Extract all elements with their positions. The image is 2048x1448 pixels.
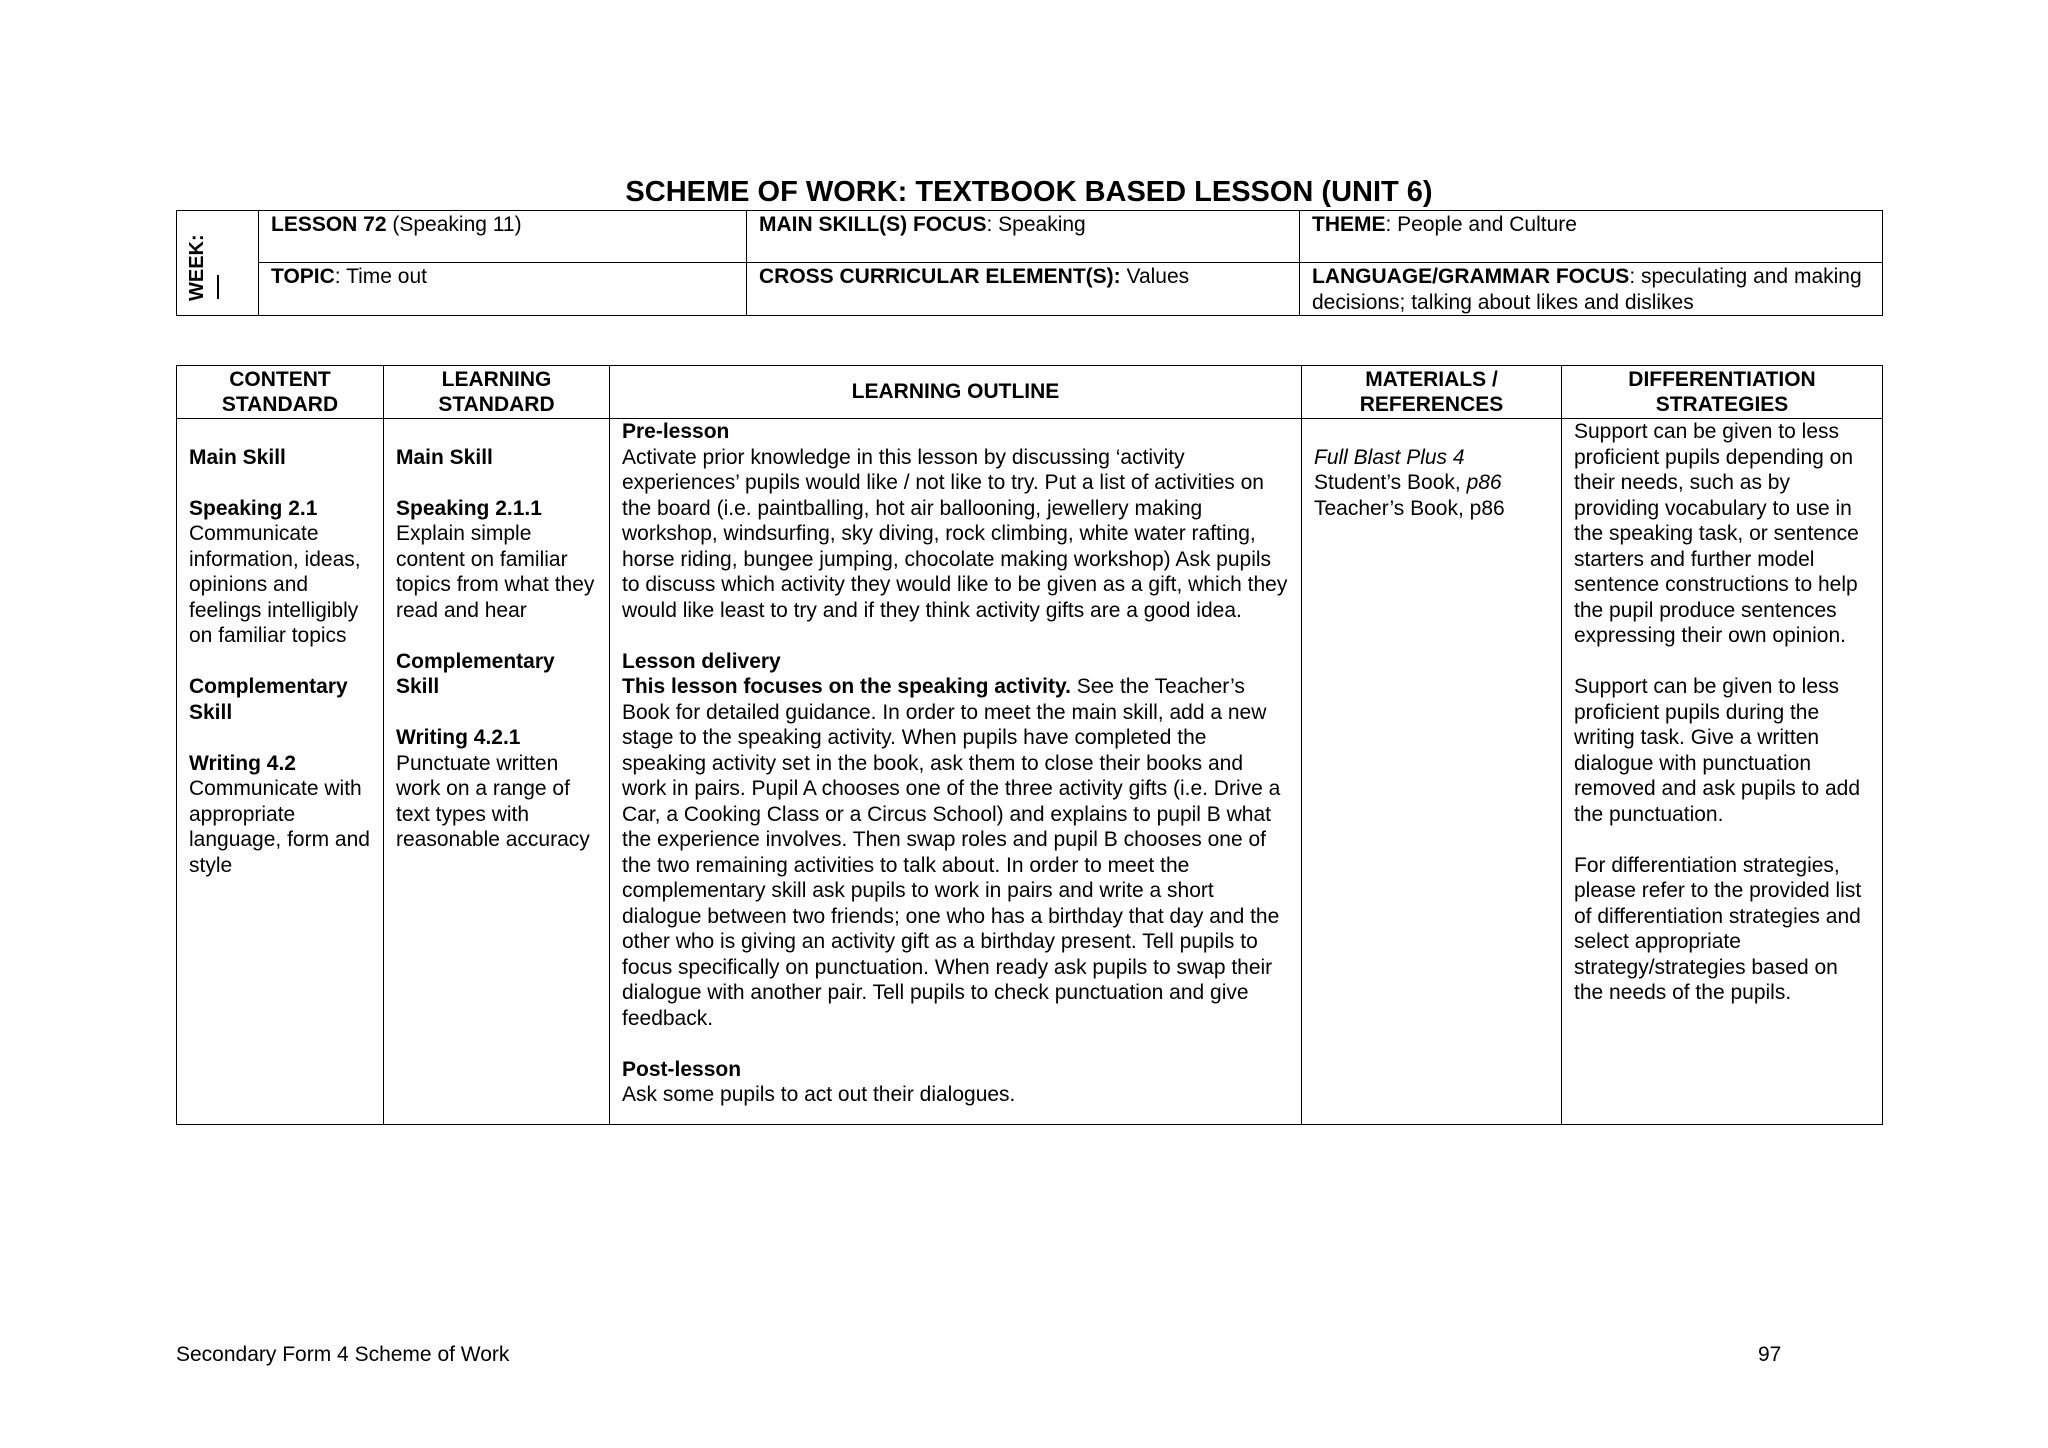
cross-curricular-value: Values (1120, 265, 1190, 288)
lesson-delivery-text: See the Teacher’s Book for detailed guidance. In order to meet the main skill, add a new stage to the speaking activity. When pupils have completed the speaking activity set in the book, ask them to close their books and work in pairs. Pupil A chooses one of the three activity gifts (i.e. Drive a Car, a Cooking Class or a Circus School) and explains to pupil B what the experience involves. Then swap roles and pupil B chooses one of the two remaining activities to talk about. In order to meet the complementary skill ask pupils to work in pairs and write a short dialogue between two friends; one who has a birthday that day and the other who is giving an activity gift as a birthday present. Tell pupils to focus specifically on punctuation. When ready ask pupils to swap their dialogue with another pair. Tell pupils to check punctuation and give feedback. (622, 675, 1281, 1030)
cs-comp-skill-text: Communicate with appropriate language, form and style (189, 777, 370, 877)
cs-main-skill-code: Speaking 2.1 (189, 496, 318, 520)
ls-comp-skill-code: Writing 4.2.1 (396, 726, 521, 749)
topic-label: TOPIC (271, 265, 335, 288)
cs-comp-skill-code: Writing 4.2 (189, 751, 296, 775)
learning-outline-cell (610, 419, 1302, 1125)
main-skill-cell (747, 211, 1300, 263)
students-book-label: Student’s Book, (1314, 471, 1467, 494)
cross-curricular-cell (747, 263, 1300, 316)
differentiation-para-3: For differentiation strategies, please refer to the provided list of differentiation strategies and select appropriate strategy/strategies based on the needs of the pupils. (1574, 853, 1862, 1004)
lesson-delivery-heading: Lesson delivery (622, 649, 781, 673)
theme-label: THEME (1312, 213, 1386, 236)
materials-cell (1302, 419, 1562, 1125)
footer-page-number: 97 (1758, 1343, 1782, 1366)
cs-main-skill-text: Communicate information, ideas, opinions and feelings intelligibly on familiar topics (189, 522, 361, 647)
cross-curricular-label: CROSS CURRICULAR ELEMENT(S): (759, 265, 1121, 288)
topic-cell (259, 263, 747, 316)
col-header-materials: MATERIALS / REFERENCES (1302, 366, 1562, 419)
ls-main-skill-code: Speaking 2.1.1 (396, 496, 542, 520)
main-skill-label: MAIN SKILL(S) FOCUS (759, 213, 987, 236)
ls-comp-skill-heading: Complementary Skill (396, 649, 555, 698)
differentiation-para-1: Support can be given to less proficient pupils depending on their needs, such as by providing vocabulary to use in the speaking task, or sentence starters and further model sentence constructions to help the pupil produce sentences expressing their own opinion. (1574, 420, 1859, 647)
materials-teachers-book: Teacher’s Book, p86 (1314, 496, 1505, 520)
lesson-cell (259, 211, 747, 263)
differentiation-cell (1562, 419, 1883, 1125)
lesson-delivery-bold: This lesson focuses on the speaking activity. (622, 675, 1071, 698)
topic-value: : Time out (334, 265, 427, 288)
materials-students-book (1314, 470, 1549, 496)
lesson-delivery-paragraph (622, 674, 1289, 1031)
language-focus-label: LANGUAGE/GRAMMAR FOCUS (1312, 265, 1630, 288)
col-header-content-standard: CONTENT STANDARD (177, 366, 384, 419)
ls-main-skill-text: Explain simple content on familiar topics from what they read and hear (396, 522, 595, 622)
post-lesson-text: Ask some pupils to act out their dialogues. (622, 1083, 1016, 1106)
materials-book-title: Full Blast Plus 4 (1314, 445, 1465, 469)
lesson-plan-table (176, 365, 1883, 1125)
page-title: SCHEME OF WORK: TEXTBOOK BASED LESSON (UNIT 6) (625, 176, 1433, 208)
main-skill-value: : Speaking (986, 213, 1086, 236)
lesson-value: (Speaking 11) (386, 213, 522, 236)
learning-standard-cell (384, 419, 610, 1125)
ls-comp-skill-text: Punctuate written work on a range of text types with reasonable accuracy (396, 751, 590, 851)
lesson-label: LESSON 72 (271, 213, 387, 236)
post-lesson-heading: Post-lesson (622, 1057, 742, 1081)
lesson-header-table (176, 210, 1883, 316)
week-value-marker (217, 275, 219, 299)
content-standard-cell (177, 419, 384, 1125)
col-header-learning-outline: LEARNING OUTLINE (610, 366, 1302, 419)
week-cell (177, 211, 259, 316)
col-header-differentiation: DIFFERENTIATION STRATEGIES (1562, 366, 1883, 419)
col-header-learning-standard: LEARNING STANDARD (384, 366, 610, 419)
language-focus-cell (1300, 263, 1883, 316)
theme-cell (1300, 211, 1883, 263)
cs-comp-skill-heading: Complementary Skill (189, 675, 348, 724)
differentiation-para-2: Support can be given to less proficient pupils during the writing task. Give a written dialogue with punctuation removed and ask pupils to add the punctuation. (1574, 675, 1861, 826)
students-book-page: p86 (1466, 471, 1502, 494)
cs-main-skill-heading: Main Skill (189, 445, 286, 469)
pre-lesson-heading: Pre-lesson (622, 420, 730, 443)
week-label: WEEK: (186, 234, 208, 301)
ls-main-skill-heading: Main Skill (396, 445, 493, 469)
footer-document-title: Secondary Form 4 Scheme of Work (176, 1343, 510, 1366)
theme-value: : People and Culture (1385, 213, 1577, 236)
language-focus-value: : speculating and making decisions; talking about likes and dislikes (1312, 265, 1862, 314)
pre-lesson-text: Activate prior knowledge in this lesson by discussing ‘activity experiences’ pupils would like / not like to try. Put a list of activities on the board (i.e. paintballing, hot air ballooning, jewellery making workshop, windsurfing, sky diving, rock climbing, white water rafting, horse riding, bungee jumping, chocolate making workshop) Ask pupils to discuss which activity they would like to be given as a gift, which they would like least to try and if they think activity gifts are a good idea. (622, 445, 1288, 622)
